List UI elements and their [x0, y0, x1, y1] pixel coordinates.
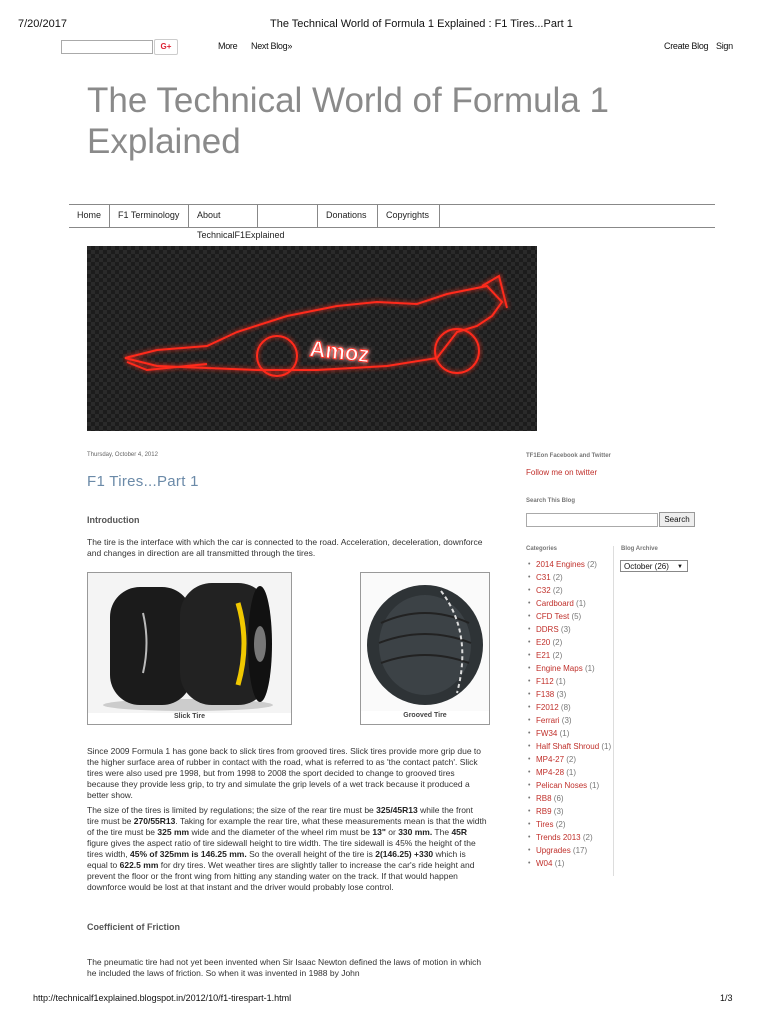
category-name[interactable]: RB8	[536, 794, 552, 803]
category-count: (1)	[589, 781, 600, 790]
rear-tire-size: 325/45R13	[376, 805, 418, 815]
category-item[interactable]	[528, 573, 618, 583]
category-count: (1)	[555, 677, 566, 686]
category-item[interactable]	[528, 807, 618, 817]
category-name[interactable]: Cardboard	[536, 599, 574, 608]
grooved-tire-image	[360, 572, 490, 725]
next-blog-link[interactable]: Next Blog»	[251, 41, 293, 51]
category-item[interactable]	[528, 742, 618, 752]
category-count: (3)	[556, 690, 567, 699]
category-name[interactable]: E20	[536, 638, 551, 647]
blog-title-line2: Explained	[87, 122, 241, 161]
coefficient-of-friction-heading: Coefficient of Friction	[87, 922, 180, 932]
category-item[interactable]	[528, 833, 618, 843]
category-name[interactable]: Upgrades	[536, 846, 571, 855]
category-item[interactable]	[528, 859, 618, 869]
categories-heading: Categories	[526, 546, 558, 552]
category-item[interactable]	[528, 690, 618, 700]
banner-logo-text: Amoz	[308, 336, 371, 368]
aspect-ratio: 45R	[451, 827, 468, 837]
category-item[interactable]	[528, 755, 618, 765]
category-name[interactable]: Engine Maps	[536, 664, 583, 673]
category-count: (1)	[576, 599, 586, 608]
text-segment: So the overall height of the tire is	[246, 849, 376, 859]
category-name[interactable]: Tires	[536, 820, 554, 829]
rim-inches: 13"	[372, 827, 386, 837]
sidewall-calc: 45% of 325mm is 146.25 mm.	[130, 849, 247, 859]
grooved-tire-icon	[361, 573, 489, 711]
slick-tire-image	[87, 572, 292, 725]
category-name[interactable]: W04	[536, 859, 553, 868]
tire-width: 325 mm	[157, 827, 190, 837]
category-name[interactable]: MP4-28	[536, 768, 565, 777]
navbar-search-input[interactable]	[61, 40, 153, 54]
category-count: (3)	[553, 807, 564, 816]
intro-heading: Introduction	[87, 515, 140, 525]
category-name[interactable]: C32	[536, 586, 551, 595]
text-segment: wide and the diameter of the wheel rim must be	[189, 827, 373, 837]
rim-mm: 330 mm.	[398, 827, 433, 837]
category-count: (1)	[584, 664, 595, 673]
tab-donations[interactable]: Donations	[318, 205, 378, 227]
category-name[interactable]: DDRS	[536, 625, 559, 634]
category-count: (2)	[582, 833, 593, 842]
category-item[interactable]	[528, 729, 618, 739]
category-count: (2)	[552, 586, 563, 595]
category-count: (3)	[560, 625, 571, 634]
category-list	[528, 560, 618, 872]
category-name[interactable]: Ferrari	[536, 716, 560, 725]
blog-title[interactable]	[87, 80, 687, 162]
create-blog-link[interactable]: Create Blog	[664, 41, 709, 51]
archive-select[interactable]	[620, 560, 688, 572]
category-item[interactable]	[528, 638, 618, 648]
category-item[interactable]	[528, 716, 618, 726]
text-segment: The	[432, 827, 452, 837]
tab-about[interactable]: About TechnicalF1Explained	[188, 205, 318, 227]
front-tire-size: 270/55R13	[133, 816, 176, 826]
archive-value: October (26)	[624, 562, 669, 571]
category-name[interactable]: FW34	[536, 729, 558, 738]
text-segment: while the front tire must be	[87, 805, 474, 826]
category-count: (1)	[559, 729, 570, 738]
slick-tire-caption: Slick Tire	[173, 713, 205, 720]
text-segment: The size of the tires is limited by regulations; the size of the rear tire must be	[87, 805, 377, 815]
sign-in-link[interactable]: Sign	[716, 41, 733, 51]
category-count: (1)	[601, 742, 612, 751]
category-name[interactable]: Half Shaft Shroud	[536, 742, 600, 751]
social-heading: TF1Eon Facebook and Twitter	[526, 453, 611, 459]
category-count: (3)	[561, 716, 572, 725]
category-item[interactable]	[528, 651, 618, 661]
text-segment: which is equal to	[87, 849, 466, 870]
category-count: (6)	[553, 794, 564, 803]
height-formula: 2(146.25) +330	[375, 849, 434, 859]
twitter-link[interactable]: Follow me on twitter	[526, 468, 598, 477]
category-count: (2)	[552, 573, 563, 582]
dropdown-arrow-icon: ▼	[677, 564, 683, 570]
category-item[interactable]	[528, 781, 618, 791]
category-name[interactable]: RB9	[536, 807, 552, 816]
grooved-tire-caption: Grooved Tire	[403, 712, 447, 719]
category-item[interactable]	[528, 586, 618, 596]
google-plus-button[interactable]: G+	[154, 39, 178, 55]
category-item[interactable]	[528, 768, 618, 778]
blog-search-input[interactable]	[526, 513, 658, 527]
category-count: (17)	[572, 846, 588, 855]
category-item[interactable]	[528, 846, 618, 856]
category-item[interactable]	[528, 625, 618, 635]
category-item[interactable]	[528, 664, 618, 674]
category-item[interactable]	[528, 677, 618, 687]
tab-home[interactable]: Home	[69, 205, 110, 227]
category-count: (5)	[571, 612, 582, 621]
intro-paragraph: The tire is the interface with which the car is connected to the road. Acceleration, deceleration, downforce and changes in direction are all transmitted through the tires.	[87, 537, 483, 558]
category-name[interactable]: CFD Test	[536, 612, 570, 621]
category-name[interactable]: E21	[536, 651, 551, 660]
category-count: (1)	[566, 768, 577, 777]
category-count: (8)	[560, 703, 571, 712]
print-date: 7/20/2017	[18, 18, 67, 30]
text-segment: . Taking for example the rear tire, what these measurements mean is that the width of the tire must be	[87, 816, 487, 837]
blog-title-line1: The Technical World of Formula 1	[87, 81, 609, 120]
text-segment: figure gives the aspect ratio of tire sidewall height to tire width. The tire sidewall is 45% the height of the tires width,	[87, 838, 476, 859]
slick-tire-icon	[88, 573, 291, 713]
text-segment: for dry tires. Wet weather tires are slightly taller to increase the car's ride height and prevent the floor or the front wing from hitting any standing water on the track. If that would happen downforce would be lost at that instant and the driver would probably lose control.	[87, 860, 475, 892]
category-item[interactable]	[528, 703, 618, 713]
category-item[interactable]	[528, 820, 618, 830]
category-name[interactable]: F112	[536, 677, 554, 686]
search-button[interactable]: Search	[659, 512, 695, 527]
category-item[interactable]	[528, 599, 618, 609]
category-count: (2)	[552, 638, 563, 647]
category-name[interactable]: Pelican Noses	[536, 781, 588, 790]
footer-url: http://technicalf1explained.blogspot.in/2012/10/f1-tirespart-1.html	[33, 993, 292, 1003]
category-item[interactable]	[528, 612, 618, 622]
print-title: The Technical World of Formula 1 Explained : F1 Tires...Part 1	[270, 18, 573, 30]
page-tabs	[69, 204, 715, 240]
tab-copyrights[interactable]: Copyrights	[378, 205, 440, 227]
paragraph-friction: The pneumatic tire had not yet been invented when Sir Isaac Newton defined the laws of motion in which he included the laws of friction. So when it was invented in 1988 by John	[87, 957, 482, 978]
footer-page-number: 1/3	[720, 993, 733, 1003]
category-item[interactable]	[528, 560, 618, 570]
category-name[interactable]: C31	[536, 573, 551, 582]
paragraph-slick-tires: Since 2009 Formula 1 has gone back to slick tires from grooved tires. Slick tires provide more grip due to the higher surface area of rubber in contact with the road, what is referred to as 'the contact patch'. Slick tires were also used pre 1998, but from 1998 to 2008 the sport decided to change to grooved tires because they provide less grip, to try and simulate the grip levels of a wet track because it produced a better show.	[87, 746, 482, 800]
post-date: Thursday, October 4, 2012	[87, 452, 158, 458]
search-heading: Search This Blog	[526, 498, 576, 504]
total-height: 622.5 mm	[119, 860, 159, 870]
more-link[interactable]: More	[218, 41, 238, 51]
category-name[interactable]: 2014 Engines	[536, 560, 585, 569]
tab-f1-terminology[interactable]: F1 Terminology	[110, 205, 258, 227]
category-name[interactable]: Trends 2013	[536, 833, 581, 842]
category-name[interactable]: F138	[536, 690, 555, 699]
banner-graphic	[87, 246, 537, 431]
category-name[interactable]: F2012	[536, 703, 559, 712]
category-name[interactable]: MP4-27	[536, 755, 565, 764]
header-banner	[87, 246, 537, 431]
category-count: (1)	[554, 859, 565, 868]
category-count: (2)	[555, 820, 566, 829]
text-segment: or	[385, 827, 399, 837]
category-count: (2)	[566, 755, 577, 764]
paragraph-tire-size	[87, 805, 487, 893]
category-count: (2)	[587, 560, 597, 569]
post-title[interactable]: F1 Tires...Part 1	[87, 473, 199, 490]
category-count: (2)	[552, 651, 563, 660]
category-item[interactable]	[528, 794, 618, 804]
archive-heading: Blog Archive	[621, 546, 658, 552]
